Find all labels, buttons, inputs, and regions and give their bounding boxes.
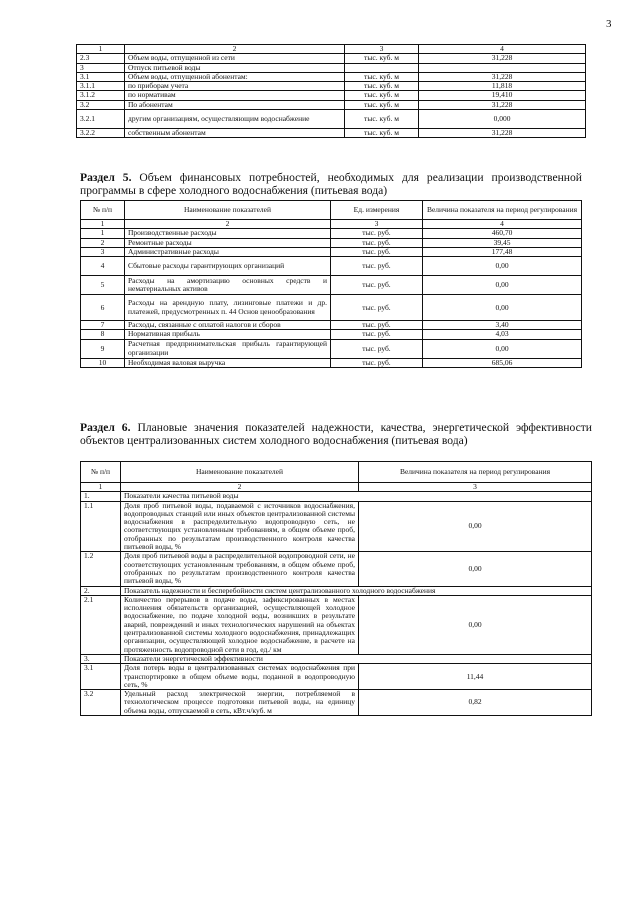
group-number: 1.	[81, 492, 121, 501]
row-number: 6	[81, 295, 125, 321]
group-title: Показатели качества питьевой воды	[121, 492, 592, 501]
header-name: Наименование показателей	[121, 462, 359, 483]
section-5-title: Объем финансовых потребностей, необходимых для реализации производственной программы в сфере холодного водоснабжения (питьевая вода)	[80, 171, 582, 197]
row-number: 3	[77, 63, 125, 72]
section-6-label: Раздел 6.	[80, 421, 131, 434]
row-value: 31,228	[419, 129, 586, 138]
table-row	[81, 276, 582, 295]
row-unit: тыс. руб.	[331, 295, 423, 321]
table-row	[77, 129, 586, 138]
row-number: 1	[81, 229, 125, 238]
header-unit: Ед. измерения	[331, 201, 423, 220]
section-6-heading	[80, 421, 592, 447]
row-name: По абонентам	[125, 100, 345, 109]
table-index-cell: 2	[125, 220, 331, 229]
row-number: 2.1	[81, 595, 121, 654]
row-number: 2	[81, 238, 125, 247]
row-name: Административные расходы	[125, 247, 331, 256]
table-row	[81, 690, 592, 716]
row-value: 460,70	[423, 229, 582, 238]
group-number: 2.	[81, 586, 121, 595]
row-number: 3	[81, 247, 125, 256]
table-row	[81, 339, 582, 358]
header-value: Величина показателя на период регулирования	[359, 462, 592, 483]
header-num: № п/п	[81, 462, 121, 483]
row-value: 39,45	[423, 238, 582, 247]
row-unit: тыс. руб.	[331, 321, 423, 330]
row-name: Доля проб питьевой воды, подаваемой с источников водоснабжения, водопроводных станций или иных объектов централизованной системы водоснабжения в распределительную водопроводную сеть, не соответствующих установленным требованиям, в общем объеме проб, отобранных по результатам производственного контроля качества питьевой воды, %	[121, 501, 359, 552]
water-supply-table	[76, 44, 586, 138]
row-unit: тыс. куб. м	[345, 110, 419, 129]
table-row	[77, 110, 586, 129]
table-row	[81, 595, 592, 654]
row-unit: тыс. руб.	[331, 229, 423, 238]
row-number: 1.1	[81, 501, 121, 552]
row-name: Объем воды, отпущенной абонентам:	[125, 72, 345, 81]
header-value: Величина показателя на период регулирования	[423, 201, 582, 220]
table-row	[81, 295, 582, 321]
row-number: 2.3	[77, 54, 125, 63]
row-name: Удельный расход электрической энергии, потребляемой в технологическом процессе подготовки питьевой воды, на единицу объема воды, отпускаемой в сеть, кВт.ч/куб. м	[121, 690, 359, 716]
row-number: 8	[81, 330, 125, 339]
group-row-quality	[81, 492, 592, 501]
table-header-row	[81, 462, 592, 483]
row-number: 3.2	[77, 100, 125, 109]
row-unit: тыс. куб. м	[345, 82, 419, 91]
row-number: 3.1.2	[77, 91, 125, 100]
row-number: 3.1.1	[77, 82, 125, 91]
row-unit	[345, 63, 419, 72]
row-name: Производственные расходы	[125, 229, 331, 238]
group-title: Показатель надежности и бесперебойности систем централизованного холодного водоснабжения	[121, 586, 592, 595]
row-unit: тыс. куб. м	[345, 72, 419, 81]
row-value: 11,818	[419, 82, 586, 91]
row-name: Объем воды, отпущенной из сети	[125, 54, 345, 63]
row-name: Доля проб питьевой воды в распределительной водопроводной сети, не соответствующих установленным требованиям, в общем объеме проб, отобранных по результатам производственного контроля качества питьевой воды, %	[121, 552, 359, 586]
row-unit: тыс. куб. м	[345, 91, 419, 100]
row-value: 0,00	[423, 257, 582, 276]
table-index-cell: 1	[77, 45, 125, 54]
row-number: 3.1	[77, 72, 125, 81]
table-index-cell: 3	[331, 220, 423, 229]
row-unit: тыс. руб.	[331, 358, 423, 367]
row-value	[419, 63, 586, 72]
row-unit: тыс. куб. м	[345, 129, 419, 138]
row-number: 7	[81, 321, 125, 330]
row-unit: тыс. куб. м	[345, 54, 419, 63]
row-value: 0,000	[419, 110, 586, 129]
row-name: Расходы на амортизацию основных средств и нематериальных активов	[125, 276, 331, 295]
row-name: Необходимая валовая выручка	[125, 358, 331, 367]
table-row	[81, 247, 582, 256]
row-name: Расходы, связанные с оплатой налогов и сборов	[125, 321, 331, 330]
row-value: 0,00	[423, 295, 582, 321]
row-number: 3.2.1	[77, 110, 125, 129]
row-name: Отпуск питьевой воды	[125, 63, 345, 72]
row-value: 11,44	[359, 664, 592, 690]
row-name: Количество перерывов в подаче воды, зафиксированных в местах исполнения обязательств организацией, осуществляющей холодное водоснабжение, по подаче холодной воды, возникших в результате аварий, повреждений и иных технологических нарушений на объектах централизованной системы холодного водоснабжения, принадлежащих организации, осуществляющей холодное водоснабжение, в расчете на протяженность водопроводной сети в год, ед./ км	[121, 595, 359, 654]
table-row	[81, 552, 592, 586]
row-value: 0,00	[359, 595, 592, 654]
table-index-cell: 4	[419, 45, 586, 54]
row-name: Нормативная прибыль	[125, 330, 331, 339]
row-name: собственным абонентам	[125, 129, 345, 138]
header-name: Наименование показателей	[125, 201, 331, 220]
table-index-cell: 3	[359, 483, 592, 492]
table-row	[81, 330, 582, 339]
table-row	[81, 238, 582, 247]
row-unit: тыс. руб.	[331, 257, 423, 276]
row-name: по приборам учета	[125, 82, 345, 91]
table-row	[81, 229, 582, 238]
row-name: Расходы на арендную плату, лизинговые платежи и др. платежей, предусмотренных п. 44 Основ ценообразования	[125, 295, 331, 321]
row-name: по нормативам	[125, 91, 345, 100]
row-name: другим организациям, осуществляющим водоснабжение	[125, 110, 345, 129]
row-value: 0,00	[359, 501, 592, 552]
row-name: Сбытовые расходы гарантирующих организаций	[125, 257, 331, 276]
row-value: 3,40	[423, 321, 582, 330]
table-row	[77, 63, 586, 72]
group-title: Показатели энергетической эффективности	[121, 654, 592, 663]
row-value: 31,228	[419, 54, 586, 63]
section-5-label: Раздел 5.	[80, 171, 132, 184]
section-5-heading	[80, 171, 582, 197]
row-name: Ремонтные расходы	[125, 238, 331, 247]
row-name: Доля потерь воды в централизованных системах водоснабжения при транспортировке в общем объеме воды, поданной в водопроводную сеть, %	[121, 664, 359, 690]
row-unit: тыс. руб.	[331, 276, 423, 295]
row-value: 0,00	[423, 339, 582, 358]
table-index-cell: 2	[121, 483, 359, 492]
row-value: 685,06	[423, 358, 582, 367]
row-name: Расчетная предпринимательская прибыль гарантирующей организации	[125, 339, 331, 358]
row-number: 4	[81, 257, 125, 276]
row-value: 4,03	[423, 330, 582, 339]
table-row	[81, 257, 582, 276]
row-unit: тыс. руб.	[331, 330, 423, 339]
table-header-row	[81, 201, 582, 220]
header-num: № п/п	[81, 201, 125, 220]
table-index-cell: 1	[81, 220, 125, 229]
table-index-cell: 3	[345, 45, 419, 54]
row-number: 3.2.2	[77, 129, 125, 138]
row-number: 3.1	[81, 664, 121, 690]
financial-needs-table	[80, 200, 582, 368]
row-number: 10	[81, 358, 125, 367]
table-row	[77, 54, 586, 63]
row-value: 19,410	[419, 91, 586, 100]
group-number: 3.	[81, 654, 121, 663]
indicators-table	[80, 461, 592, 716]
table-row	[81, 501, 592, 552]
table-index-cell: 4	[423, 220, 582, 229]
table-index-cell: 2	[125, 45, 345, 54]
row-number: 3.2	[81, 690, 121, 716]
row-unit: тыс. руб.	[331, 247, 423, 256]
table-row	[77, 91, 586, 100]
row-value: 31,228	[419, 72, 586, 81]
row-number: 1.2	[81, 552, 121, 586]
table-row	[81, 358, 582, 367]
page-number: 3	[606, 18, 612, 30]
row-number: 9	[81, 339, 125, 358]
row-value: 31,228	[419, 100, 586, 109]
row-value: 0,00	[423, 276, 582, 295]
row-value: 0,00	[359, 552, 592, 586]
section-6-title: Плановые значения показателей надежности, качества, энергетической эффективности объектов централизованных систем холодного водоснабжения (питьевая вода)	[80, 421, 593, 447]
table-row	[81, 664, 592, 690]
row-unit: тыс. куб. м	[345, 100, 419, 109]
row-unit: тыс. руб.	[331, 238, 423, 247]
table-row	[77, 100, 586, 109]
group-row-reliability	[81, 586, 592, 595]
row-value: 177,48	[423, 247, 582, 256]
row-unit: тыс. руб.	[331, 339, 423, 358]
table-index-cell: 1	[81, 483, 121, 492]
row-number: 5	[81, 276, 125, 295]
row-value: 0,82	[359, 690, 592, 716]
